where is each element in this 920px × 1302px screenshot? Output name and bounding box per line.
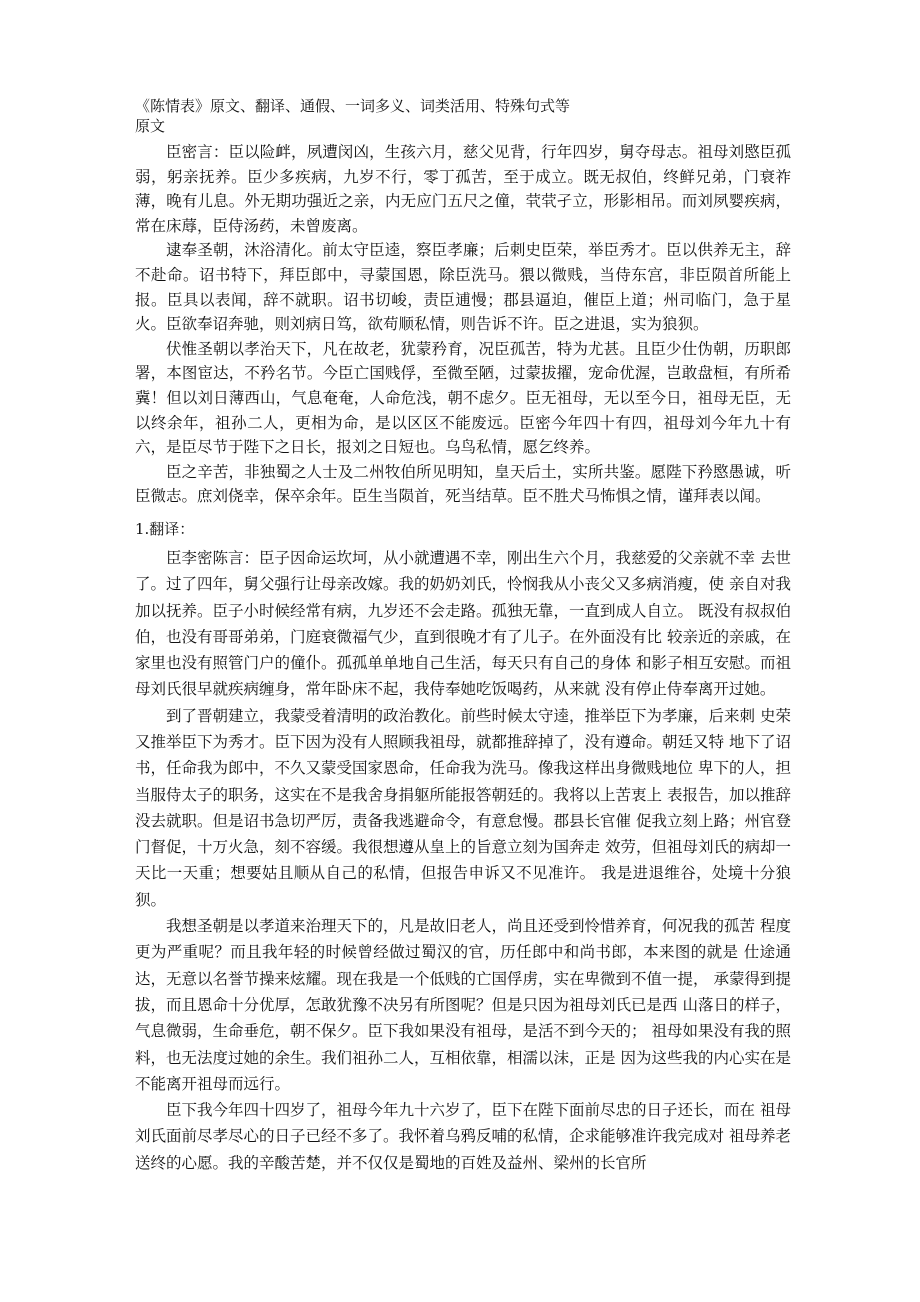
translation-paragraph-1: 臣李密陈言：臣子因命运坎坷，从小就遭遇不幸，刚出生六个月，我慈爱的父亲就不幸 去世了。过了四年，舅父强行让母亲改嫁。我的奶奶刘氏，怜悯我从小丧父又多病消瘦，使 亲自对我加以抚养。臣子小时候经常有病，九岁还不会走路。孤独无靠，一直到成人自立。 既没有叔叔伯伯，也没有哥哥弟弟，门庭衰微福气少，直到很晚才有了儿子。在外面没有比 较亲近的亲戚，在家里也没有照管门户的僮仆。孤孤单单地自己生活，每天只有自己的身体 和影子相互安慰。而祖母刘氏很早就疾病缠身，常年卧床不起，我侍奉她吃饭喝药，从来就 没有停止侍奉离开过她。 [135, 548, 791, 699]
translation-paragraph-4: 臣下我今年四十四岁了，祖母今年九十六岁了，臣下在陛下面前尽忠的日子还长，而在 祖母刘氏面前尽孝尽心的日子已经不多了。我怀着乌鸦反哺的私情，企求能够准许我完成对 祖母养老送终的心愿。我的辛酸苦楚，并不仅仅是蜀地的百姓及益州、梁州的长官所 [135, 1101, 791, 1172]
original-paragraph-1: 臣密言：臣以险衅，夙遭闵凶，生孩六月，慈父见背，行年四岁，舅夺母志。祖母刘愍臣孤弱，躬亲抚养。臣少多疾病，九岁不行，零丁孤苦，至于成立。既无叔伯，终鲜兄弟，门衰祚薄，晚有儿息。外无期功强近之亲，内无应门五尺之僮，茕茕孑立，形影相吊。而刘夙婴疾病，常在床蓐，臣侍汤药，未曾废离。 [135, 143, 791, 235]
translation-label: 1.翻译： [135, 519, 195, 538]
original-paragraph-2: 逮奉圣朝，沐浴清化。前太守臣逵，察臣孝廉；后刺史臣荣，举臣秀才。臣以供养无主，辞不赴命。诏书特下，拜臣郎中，寻蒙国恩，除臣洗马。猥以微贱，当侍东宫，非臣陨首所能上报。臣具以表闻，辞不就职。诏书切峻，责臣逋慢；郡县逼迫，催臣上道；州司临门，急于星火。臣欲奉诏奔驰，则刘病日笃，欲苟顺私情，则告诉不许。臣之进退，实为狼狈。 [135, 241, 791, 334]
translation-paragraph-2: 到了晋朝建立，我蒙受着清明的政治教化。前些时候太守逵，推举臣下为孝廉，后来刺 史荣又推举臣下为秀才。臣下因为没有人照顾我祖母，就都推辞掉了，没有遵命。朝廷又特 地下了诏书，任命我为郎中，不久又蒙受国家恩命，任命我为洗马。像我这样出身微贱地位 卑下的人，担当服侍太子的职务，这实在不是我舍身捐躯所能报答朝廷的。我将以上苦衷上 表报告，加以推辞没去就职。但是诏书急切严厉，责备我逃避命令，有意怠慢。郡县长官催 促我立刻上路；州官登门督促，十万火急，刻不容缓。我很想遵从皇上的旨意立刻为国奔走 效劳，但祖母刘氏的病却一天比一天重；想要姑且顺从自己的私情，但报告申诉又不见准许。 我是进退维谷，处境十分狼狈。 [135, 706, 791, 909]
original-paragraph-3: 伏惟圣朝以孝治天下，凡在故老，犹蒙矜育，况臣孤苦，特为尤甚。且臣少仕伪朝，历职郎署，本图宦达，不矜名节。今臣亡国贱俘，至微至陋，过蒙拔擢，宠命优渥，岂敢盘桓，有所希冀！但以刘日薄西山，气息奄奄，人命危浅，朝不虑夕。臣无祖母，无以至今日，祖母无臣，无以终余年，祖孙二人，更相为命，是以区区不能废远。臣密今年四十有四，祖母刘今年九十有六，是臣尽节于陛下之日长，报刘之日短也。乌鸟私情，愿乞终养。 [135, 339, 791, 457]
document-title: 《陈情表》原文、翻译、通假、一词多义、词类活用、特殊句式等 [135, 97, 571, 115]
document-page [135, 96, 791, 1176]
translation-paragraph-3: 我想圣朝是以孝道来治理天下的，凡是故旧老人，尚且还受到怜惜养育，何况我的孤苦 程度更为严重呢？而且我年轻的时候曾经做过蜀汉的官，历任郎中和尚书郎，本来图的就是 仕途通达，无意以名誉节操来炫耀。现在我是一个低贱的亡国俘虏，实在卑微到不值一提， 承蒙得到提拔，而且恩命十分优厚，怎敢犹豫不决另有所图呢？但是只因为祖母刘氏已是西 山落日的样子，气息微弱，生命垂危，朝不保夕。臣下我如果没有祖母，是活不到今天的； 祖母如果没有我的照料，也无法度过她的余生。我们祖孙二人，互相依靠，相濡以沫，正是 因为这些我的内心实在是不能离开祖母而远行。 [135, 917, 791, 1093]
original-paragraph-4: 臣之辛苦，非独蜀之人士及二州牧伯所见明知，皇天后土，实所共鉴。愿陛下矜愍愚诚，听臣微志。庶刘侥幸，保卒余年。臣生当陨首，死当结草。臣不胜犬马怖惧之情，谨拜表以闻。 [135, 462, 791, 506]
original-text-label: 原文 [135, 117, 166, 135]
